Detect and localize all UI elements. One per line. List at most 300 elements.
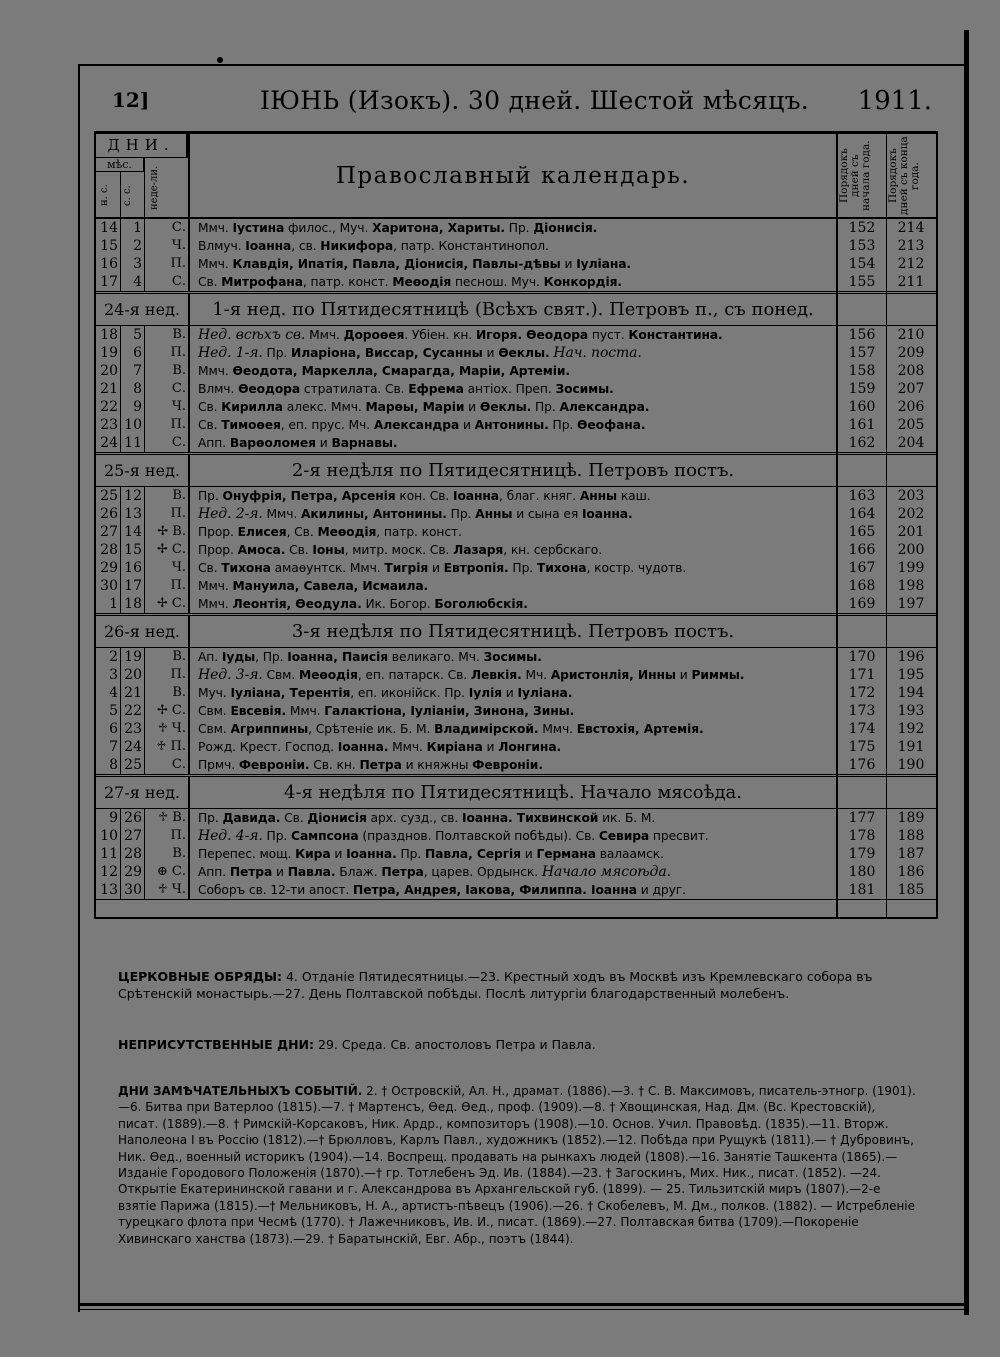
table-row	[96, 756, 936, 775]
weekday: ♱ Ч.	[157, 882, 186, 897]
table-header	[96, 134, 936, 219]
saints-text: Прор. Амоса. Св. Іоны, митр. моск. Св. Лазаря, кн. сербскаго.	[198, 543, 603, 557]
table-row	[96, 881, 936, 900]
week-number: 25-я нед.	[96, 455, 190, 486]
order-from-start: 153	[848, 238, 876, 254]
header-calendar-title: Православный календарь.	[335, 163, 691, 189]
cell-divider	[144, 720, 145, 738]
header-days: ДНИ.	[96, 134, 188, 158]
events-section	[118, 1083, 918, 1247]
cell-divider	[144, 505, 145, 523]
table-row	[96, 577, 936, 595]
weekday: ♱ П.	[156, 739, 186, 754]
order-from-start: 168	[848, 578, 876, 594]
day-old-style: 26	[124, 810, 142, 826]
weekday: ⊕ С.	[156, 864, 186, 879]
bottom-rule	[80, 1303, 964, 1306]
saints-text: Нед. всѣхъ св. Ммч. Дороѳея. Убіен. кн. Игоря. Ѳеодора пуст. Константина.	[198, 327, 723, 343]
order-from-start: 178	[848, 828, 876, 844]
cell-divider	[188, 559, 190, 577]
day-new-style: 30	[100, 578, 118, 594]
order-from-end: 186	[897, 864, 925, 880]
weekday: П.	[170, 578, 186, 593]
saints-text: Свм. Евсевія. Ммч. Галактіона, Іуліаніи, Зинона, Зины.	[198, 704, 575, 718]
cell-divider	[144, 738, 145, 756]
cell-divider	[188, 666, 190, 684]
day-old-style: 24	[124, 739, 142, 755]
cell-divider	[144, 219, 145, 237]
day-old-style: 18	[124, 596, 142, 612]
cell-divider	[188, 684, 190, 702]
table-row	[96, 845, 936, 863]
order-from-start: 165	[848, 524, 876, 540]
day-old-style: 16	[124, 560, 142, 576]
events-text: 2. † Островскій, Ал. Н., драмат. (1886).—3. † С. В. Максимовъ, писатель-этногр. (1901).—6. Битва при Ватерлоо (1815).—7. † Мартенсъ, Ѳед. Ѳед., проф. (1909).—8. † Хвощинская, Над. Дм. (Вс. Крестовскій), писат. (1889).—8. † Римскій-Корсаковъ, Ник. Ардр., композиторъ (1908).—10. Основ. Учил. Правовѣд. (1835).—11. Вторж. Наполеона I въ Россію (1812).—† Брюлловъ, Карлъ Павл., художникъ (1852).—12. Побѣда при Рущукѣ (1811).— † Дубровинъ, Ник. Ѳед., военный историкъ (1904).—14. Воспрещ. продавать на рынкахъ людей (1808).—16. Занятіе Ташкента (1865).—Изданіе Городового Положенія (1870).—† гр. Тотлебенъ Эд. Ив. (1884).—23. † Загоскинъ, Мих. Ник., писат. (1852). —24. Открытіе Екатерининской гавани и г. Александрова въ Архангельской губ. (1899). — 25. Тильзитскій миръ (1807).—2-е взятіе Парижа (1815).—† Мельниковъ, Н. А., артистъ-пѣвецъ (1906).—26. † Скобелевъ, М. Дм., полков. (1882). — Истребленіе турецкаго флота при Чесмѣ (1770). † Лажечниковъ, Ив. И., писат. (1869).—27. Полтавская битва (1709).—Покореніе Хивинскаго ханства (1873).—29. † Баратынскій, Евг. Абр., поэтъ (1844).	[118, 1084, 916, 1246]
cell-divider	[188, 416, 190, 434]
order-from-end: 213	[897, 238, 925, 254]
weekday: Ч.	[171, 399, 186, 414]
cell-divider	[188, 398, 190, 416]
order-from-start: 175	[848, 739, 876, 755]
cell-divider	[144, 344, 145, 362]
table-row	[96, 219, 936, 237]
day-new-style: 2	[109, 649, 118, 665]
day-new-style: 29	[100, 560, 118, 576]
day-old-style: 10	[124, 417, 142, 433]
cell-divider	[144, 237, 145, 255]
order-from-end: 192	[897, 721, 925, 737]
cell-divider	[188, 487, 190, 505]
weekday: ♱ В.	[158, 810, 186, 825]
order-from-end: 195	[897, 667, 925, 683]
day-old-style: 1	[133, 220, 142, 236]
cell-divider	[144, 881, 145, 899]
cell-divider	[144, 577, 145, 595]
bottom-rule-thin	[80, 1309, 964, 1310]
saints-text: Св. Кирилла алекс. Ммч. Марѳы, Маріи и Ѳеклы. Пр. Александра.	[198, 400, 650, 414]
weekday: С.	[171, 757, 186, 772]
cell-divider	[188, 702, 190, 720]
page-title: ІЮНЬ (Изокъ). 30 дней. Шестой мѣсяцъ.	[260, 86, 810, 115]
holidays-label: НЕПРИСУТСТВЕННЫЕ ДНИ:	[118, 1037, 315, 1052]
order-from-end: 211	[897, 274, 925, 290]
day-old-style: 15	[124, 542, 142, 558]
header-new-style: н. с.	[99, 184, 110, 207]
day-old-style: 5	[133, 327, 142, 343]
day-new-style: 13	[100, 882, 118, 898]
ink-dot	[217, 57, 223, 63]
saints-text: Апп. Варѳоломея и Варнавы.	[198, 436, 398, 450]
order-from-start: 163	[848, 488, 876, 504]
order-from-start: 180	[848, 864, 876, 880]
day-new-style: 14	[100, 220, 118, 236]
saints-text: Нед. 3-я. Свм. Меѳодія, еп. патарск. Св. Левкія. Мч. Аристонлія, Инны и Риммы.	[198, 667, 745, 683]
day-new-style: 11	[100, 846, 118, 862]
order-from-end: 209	[897, 345, 925, 361]
weekday: П.	[170, 667, 186, 682]
order-from-end: 197	[897, 596, 925, 612]
weekday: С.	[171, 274, 186, 289]
week-title: 4-я недѣля по Пятидесятницѣ. Начало мясоѣда.	[284, 782, 742, 803]
header-order-from-end: Порядокъ дней съ конца года.	[887, 136, 922, 216]
holidays-section	[118, 1036, 918, 1053]
order-from-start: 157	[848, 345, 876, 361]
cell-divider	[144, 255, 145, 273]
weekday: В.	[172, 327, 186, 342]
order-from-end: 207	[897, 381, 925, 397]
cell-divider	[188, 344, 190, 362]
saints-text: Ммч. Іустина филос., Муч. Харитона, Хариты. Пр. Діонисія.	[198, 221, 598, 235]
cell-divider	[188, 756, 190, 774]
saints-text: Св. Тихона амаѳунтск. Ммч. Тигрія и Евтропія. Пр. Тихона, костр. чудотв.	[198, 561, 687, 575]
cell-divider	[188, 845, 190, 863]
order-from-end: 193	[897, 703, 925, 719]
order-from-end: 206	[897, 399, 925, 415]
cell-divider	[188, 505, 190, 523]
weekday: П.	[170, 417, 186, 432]
table-row	[96, 809, 936, 827]
cell-divider	[144, 809, 145, 827]
day-new-style: 6	[109, 721, 118, 737]
day-new-style: 8	[109, 757, 118, 773]
order-from-start: 158	[848, 363, 876, 379]
order-from-start: 173	[848, 703, 876, 719]
saints-text: Соборъ св. 12-ти апост. Петра, Андрея, Іакова, Филиппа. Іоанна и друг.	[198, 883, 686, 897]
day-new-style: 7	[109, 739, 118, 755]
week-header	[96, 615, 936, 648]
order-from-end: 185	[897, 882, 925, 898]
day-old-style: 13	[124, 506, 142, 522]
week-number: 26-я нед.	[96, 616, 190, 647]
table-row	[96, 541, 936, 559]
weekday: Ч.	[171, 560, 186, 575]
order-from-start: 160	[848, 399, 876, 415]
saints-text: Муч. Іуліана, Терентія, еп. иконійск. Пр. Іулія и Іуліана.	[198, 686, 573, 700]
page-header	[80, 86, 940, 120]
cell-divider	[144, 756, 145, 774]
order-from-start: 161	[848, 417, 876, 433]
cell-divider	[144, 487, 145, 505]
saints-text: Прор. Елисея, Св. Меѳодія, патр. конст.	[198, 525, 462, 539]
top-rule	[78, 64, 964, 66]
table-row	[96, 398, 936, 416]
day-new-style: 27	[100, 524, 118, 540]
order-from-start: 162	[848, 435, 876, 451]
day-old-style: 4	[133, 274, 142, 290]
day-old-style: 12	[124, 488, 142, 504]
cell-divider	[188, 273, 190, 291]
order-from-end: 194	[897, 685, 925, 701]
day-new-style: 24	[100, 435, 118, 451]
table-row	[96, 738, 936, 756]
day-new-style: 4	[109, 685, 118, 701]
table-row	[96, 434, 936, 453]
day-new-style: 21	[100, 381, 118, 397]
cell-divider	[144, 326, 145, 344]
order-from-end: 203	[897, 488, 925, 504]
weekday: С.	[171, 381, 186, 396]
header-divider	[120, 172, 121, 219]
week-title: 1-я нед. по Пятидесятницѣ (Всѣхъ свят.). Петровъ п., съ понед.	[212, 299, 814, 320]
cell-divider	[188, 237, 190, 255]
saints-text: Ап. Іуды, Пр. Іоанна, Паисія великаго. Мч. Зосимы.	[198, 650, 542, 664]
cell-divider	[144, 666, 145, 684]
day-old-style: 23	[124, 721, 142, 737]
day-old-style: 30	[124, 882, 142, 898]
order-from-start: 155	[848, 274, 876, 290]
saints-text: Нед. 2-я. Ммч. Акилины, Антонины. Пр. Анны и сына ея Іоанна.	[198, 506, 633, 522]
cell-divider	[144, 559, 145, 577]
week-header	[96, 293, 936, 326]
day-old-style: 14	[124, 524, 142, 540]
day-old-style: 25	[124, 757, 142, 773]
day-old-style: 9	[133, 399, 142, 415]
table-row	[96, 505, 936, 523]
table-row	[96, 827, 936, 845]
day-old-style: 22	[124, 703, 142, 719]
table-row	[96, 559, 936, 577]
holidays-text: 29. Среда. Св. апостоловъ Петра и Павла.	[318, 1037, 596, 1052]
day-new-style: 26	[100, 506, 118, 522]
weekday: В.	[172, 649, 186, 664]
cell-divider	[188, 255, 190, 273]
cell-divider	[188, 595, 190, 613]
week-number: 27-я нед.	[96, 777, 190, 808]
cell-divider	[188, 648, 190, 666]
cell-divider	[144, 362, 145, 380]
saints-text: Апп. Петра и Павла. Блаж. Петра, царев. Ордынск. Начало мясоѣда.	[198, 864, 671, 880]
cell-divider	[188, 881, 190, 899]
day-old-style: 29	[124, 864, 142, 880]
weekday: С.	[171, 435, 186, 450]
day-new-style: 10	[100, 828, 118, 844]
day-old-style: 20	[124, 667, 142, 683]
saints-text: Пр. Давида. Св. Діонисія арх. сузд., св. Іоанна. Тихвинской ик. Б. М.	[198, 811, 656, 825]
table-row	[96, 273, 936, 292]
day-new-style: 9	[109, 810, 118, 826]
church-rites-label: ЦЕРКОВНЫЕ ОБРЯДЫ:	[118, 969, 282, 984]
table-row	[96, 255, 936, 273]
order-from-end: 214	[897, 220, 925, 236]
cell-divider	[188, 326, 190, 344]
cell-divider	[144, 595, 145, 613]
cell-divider	[144, 684, 145, 702]
weekday: П.	[170, 256, 186, 271]
cell-divider	[144, 380, 145, 398]
day-new-style: 23	[100, 417, 118, 433]
header-order-from-start: Порядокъ дней съ начала года.	[838, 140, 873, 212]
day-new-style: 3	[109, 667, 118, 683]
weekday: П.	[170, 345, 186, 360]
day-new-style: 12	[100, 864, 118, 880]
order-from-start: 172	[848, 685, 876, 701]
day-new-style: 15	[100, 238, 118, 254]
cell-divider	[188, 362, 190, 380]
day-new-style: 18	[100, 327, 118, 343]
order-from-end: 198	[897, 578, 925, 594]
order-from-end: 191	[897, 739, 925, 755]
table-row	[96, 487, 936, 505]
saints-text: Ммч. Леонтія, Ѳеодула. Ик. Богор. Боголюбскія.	[198, 597, 528, 611]
cell-divider	[144, 541, 145, 559]
weekday: П.	[170, 828, 186, 843]
saints-text: Ммч. Ѳеодота, Маркелла, Смарагда, Маріи, Артеміи.	[198, 364, 570, 378]
order-from-start: 164	[848, 506, 876, 522]
order-from-end: 205	[897, 417, 925, 433]
order-from-end: 210	[897, 327, 925, 343]
church-rites-text: 4. Отданіе Пятидесятницы.—23. Крестный ходъ въ Москвѣ изъ Кремлевскаго собора въ Срѣтенскій монастырь.—27. День Полтавской побѣды. Послѣ литургіи благодарственный молебенъ.	[118, 969, 873, 1001]
header-month: мѣс.	[96, 158, 144, 172]
table-row	[96, 523, 936, 541]
table-row	[96, 702, 936, 720]
day-new-style: 22	[100, 399, 118, 415]
cell-divider	[144, 648, 145, 666]
table-body	[96, 219, 936, 900]
order-from-start: 176	[848, 757, 876, 773]
saints-text: Св. Митрофана, патр. конст. Меѳодія песнош. Муч. Конкордія.	[198, 275, 622, 289]
table-row	[96, 326, 936, 344]
weekday: ✢ В.	[157, 524, 186, 539]
right-margin-rule	[964, 30, 969, 1315]
cell-divider	[144, 845, 145, 863]
calendar-table	[94, 131, 938, 919]
weekday: В.	[172, 846, 186, 861]
saints-text: Перепес. мощ. Кира и Іоанна. Пр. Павла, Сергія и Германа валаамск.	[198, 847, 664, 861]
day-old-style: 11	[124, 435, 142, 451]
order-from-start: 152	[848, 220, 876, 236]
order-from-end: 208	[897, 363, 925, 379]
day-old-style: 8	[133, 381, 142, 397]
table-row	[96, 684, 936, 702]
day-new-style: 25	[100, 488, 118, 504]
order-from-start: 181	[848, 882, 876, 898]
saints-text: Ммч. Мануила, Савела, Исмаила.	[198, 579, 429, 593]
order-from-end: 196	[897, 649, 925, 665]
table-row	[96, 720, 936, 738]
week-header	[96, 776, 936, 809]
weekday: Ч.	[171, 238, 186, 253]
week-title: 3-я недѣля по Пятидесятницѣ. Петровъ постъ.	[291, 621, 735, 642]
order-from-end: 202	[897, 506, 925, 522]
day-new-style: 19	[100, 345, 118, 361]
order-from-end: 199	[897, 560, 925, 576]
cell-divider	[188, 577, 190, 595]
day-old-style: 3	[133, 256, 142, 272]
week-title: 2-я недѣля по Пятидесятницѣ. Петровъ постъ.	[291, 460, 735, 481]
day-new-style: 17	[100, 274, 118, 290]
header-old-style: с. с.	[122, 185, 133, 206]
table-row	[96, 416, 936, 434]
order-from-start: 167	[848, 560, 876, 576]
cell-divider	[144, 434, 145, 452]
saints-text: Свм. Агриппины, Срѣтеніе ик. Б. М. Владимірской. Ммч. Евстохія, Артемія.	[198, 722, 704, 736]
order-from-start: 169	[848, 596, 876, 612]
table-row	[96, 237, 936, 255]
page-number: 12]	[112, 88, 150, 112]
order-from-end: 212	[897, 256, 925, 272]
weekday: В.	[172, 488, 186, 503]
cell-divider	[144, 827, 145, 845]
order-from-start: 174	[848, 721, 876, 737]
day-new-style: 20	[100, 363, 118, 379]
weekday: В.	[172, 685, 186, 700]
cell-divider	[144, 523, 145, 541]
cell-divider	[188, 380, 190, 398]
weekday: ✢ С.	[156, 596, 186, 611]
weekday: ✢ С.	[156, 542, 186, 557]
cell-divider	[144, 702, 145, 720]
day-new-style: 5	[109, 703, 118, 719]
saints-text: Пр. Онуфрія, Петра, Арсенія кон. Св. Іоанна, благ. княг. Анны каш.	[198, 489, 651, 503]
order-from-end: 204	[897, 435, 925, 451]
week-header	[96, 454, 936, 487]
table-row	[96, 595, 936, 614]
saints-text: Св. Тимоѳея, еп. прус. Мч. Александра и Антонины. Пр. Ѳеофана.	[198, 418, 646, 432]
table-row	[96, 648, 936, 666]
table-row	[96, 863, 936, 881]
saints-text: Влмуч. Іоанна, св. Никифора, патр. Константинопол.	[198, 239, 549, 253]
cell-divider	[144, 863, 145, 881]
table-row	[96, 362, 936, 380]
year: 1911.	[857, 86, 932, 116]
order-from-end: 187	[897, 846, 925, 862]
day-old-style: 27	[124, 828, 142, 844]
saints-text: Ммч. Клавдія, Ипатія, Павла, Діонисія, Павлы-дѣвы и Іуліана.	[198, 257, 631, 271]
order-from-end: 188	[897, 828, 925, 844]
cell-divider	[144, 398, 145, 416]
weekday: П.	[170, 506, 186, 521]
table-row	[96, 344, 936, 362]
table-row	[96, 380, 936, 398]
left-rule	[78, 64, 80, 1312]
order-from-start: 166	[848, 542, 876, 558]
header-divider	[144, 158, 145, 219]
order-from-start: 171	[848, 667, 876, 683]
weekday: ♱ Ч.	[157, 721, 186, 736]
weekday: С.	[171, 220, 186, 235]
weekday: В.	[172, 363, 186, 378]
day-old-style: 6	[133, 345, 142, 361]
order-from-start: 179	[848, 846, 876, 862]
order-from-start: 154	[848, 256, 876, 272]
saints-text: Влмч. Ѳеодора стратилата. Св. Ефрема антіох. Преп. Зосимы.	[198, 382, 614, 396]
order-from-start: 177	[848, 810, 876, 826]
saints-text: Нед. 4-я. Пр. Сампсона (празднов. Полтавской побѣды). Св. Севира пресвит.	[198, 828, 709, 844]
order-from-end: 201	[897, 524, 925, 540]
order-from-start: 159	[848, 381, 876, 397]
saints-text: Прмч. Февроніи. Св. кн. Петра и княжны Февроніи.	[198, 758, 543, 772]
cell-divider	[144, 416, 145, 434]
cell-divider	[188, 523, 190, 541]
week-number: 24-я нед.	[96, 294, 190, 325]
order-from-end: 190	[897, 757, 925, 773]
order-from-start: 170	[848, 649, 876, 665]
church-rites-section	[118, 968, 918, 1002]
cell-divider	[188, 827, 190, 845]
events-label: ДНИ ЗАМѢЧАТЕЛЬНЫХЪ СОБЫТІЙ.	[118, 1084, 363, 1098]
day-old-style: 21	[124, 685, 142, 701]
day-new-style: 1	[109, 596, 118, 612]
cell-divider	[188, 219, 190, 237]
weekday: ✢ С.	[156, 703, 186, 718]
day-old-style: 17	[124, 578, 142, 594]
cell-divider	[188, 809, 190, 827]
day-old-style: 19	[124, 649, 142, 665]
cell-divider	[188, 720, 190, 738]
order-from-start: 156	[848, 327, 876, 343]
day-new-style: 28	[100, 542, 118, 558]
saints-text: Рожд. Крест. Господ. Іоанна. Ммч. Киріана и Лонгина.	[198, 740, 562, 754]
